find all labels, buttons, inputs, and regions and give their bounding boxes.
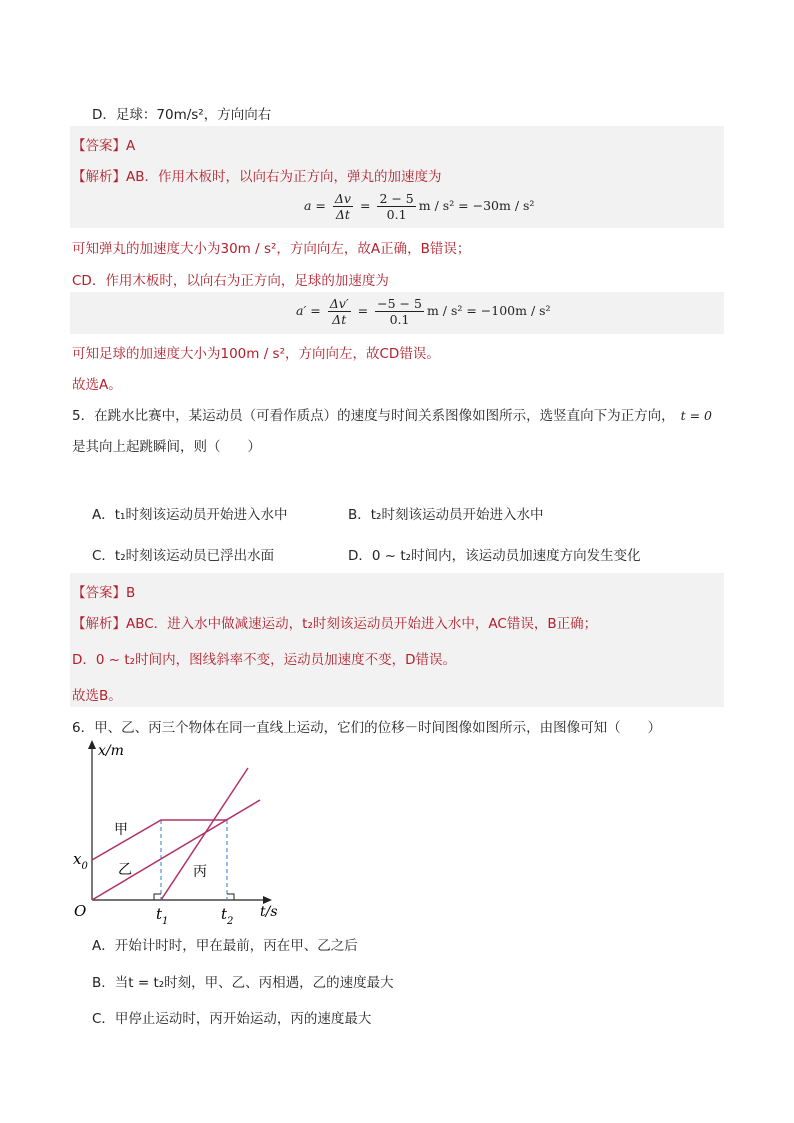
origin-label: O bbox=[74, 902, 87, 920]
label-yi: 乙 bbox=[118, 862, 132, 878]
q5-stem-line-1: 5．在跳水比赛中，某运动员（可看作质点）的速度与时间关系图像如图所示，选竖直向下为正方向， t = 0 bbox=[72, 408, 712, 424]
label-bing: 丙 bbox=[193, 864, 207, 880]
q5-option-d: D．0 ~ t₂时间内，该运动员加速度方向发生变化 bbox=[348, 548, 641, 564]
line-jia bbox=[92, 820, 227, 860]
q5-option-a: A．t₁时刻该运动员开始进入水中 bbox=[92, 507, 288, 523]
q5-analysis-line-3: 故选B。 bbox=[72, 688, 122, 704]
q5-answer-block bbox=[70, 573, 724, 707]
q6-option-b: B．当t = t₂时刻，甲、乙、丙相遇，乙的速度最大 bbox=[92, 975, 394, 991]
y-axis-arrow bbox=[88, 740, 96, 749]
q5-stem-line-2: 是其向上起跳瞬间，则（ ） bbox=[72, 439, 261, 455]
q6-option-c: C．甲停止运动时，丙开始运动，丙的速度最大 bbox=[92, 1011, 372, 1027]
q5-option-b: B．t₂时刻该运动员开始进入水中 bbox=[348, 507, 544, 523]
q4-text-3: CD．作用木板时，以向右为正方向，足球的加速度为 bbox=[72, 273, 389, 289]
t1-right-angle bbox=[154, 894, 161, 900]
q4-text-4: 可知足球的加速度大小为100m / s²，方向向左，故CD错误。 bbox=[72, 346, 440, 362]
q6-stem: 6．甲、乙、丙三个物体在同一直线上运动，它们的位移－时间图像如图所示，由图像可知（ ） bbox=[72, 720, 662, 736]
y-axis-label: x/m bbox=[98, 743, 124, 759]
q6-option-a: A．开始计时时，甲在最前，丙在甲、乙之后 bbox=[92, 938, 358, 954]
analysis-tag: 【解析】 bbox=[72, 616, 126, 632]
q4-text-2: 可知弹丸的加速度大小为30m / s²，方向向左，故A正确，B错误； bbox=[72, 241, 471, 257]
x-axis-arrow bbox=[263, 896, 272, 904]
t2-right-angle bbox=[227, 894, 234, 900]
line-bing bbox=[161, 768, 248, 900]
q4-option-d: D．足球：70m/s²，方向向右 bbox=[92, 107, 272, 123]
q5-answer: 【答案】B bbox=[72, 585, 136, 601]
position-time-graph bbox=[68, 738, 288, 928]
q4-analysis-line-1: 【解析】AB．作用木板时，以向右为正方向，弹丸的加速度为 bbox=[72, 169, 442, 185]
q5-analysis-line-1: 【解析】ABC．进入水中做减速运动，t₂时刻该运动员开始进入水中，AC错误，B正确； bbox=[72, 616, 598, 632]
x0-label: $x_0$ bbox=[73, 850, 88, 872]
q4-equation-1: a = $\frac{\Delta v}{\Delta t}$ = $\frac{2 - 5}{0.1}$ m / s² = −30m / s² bbox=[304, 191, 535, 222]
q5-option-c: C．t₂时刻该运动员已浮出水面 bbox=[92, 548, 275, 564]
label-jia: 甲 bbox=[114, 822, 128, 838]
t1-label: $t_1$ bbox=[156, 905, 169, 927]
q4-answer: 【答案】A bbox=[72, 138, 136, 154]
analysis-tag: 【解析】 bbox=[72, 169, 126, 185]
t2-label: $t_2$ bbox=[221, 905, 234, 927]
q5-analysis-line-2: D．0 ~ t₂时间内，图线斜率不变，运动员加速度不变，D错误。 bbox=[72, 652, 456, 668]
line-yi bbox=[92, 800, 260, 900]
x-axis-label: t/s bbox=[260, 904, 278, 920]
q4-text-5: 故选A。 bbox=[72, 377, 122, 393]
q4-equation-2: a′ = $\frac{\Delta v'}{\Delta t}$ = $\frac{-5 - 5}{0.1}$ m / s² = −100m / s² bbox=[296, 296, 551, 327]
